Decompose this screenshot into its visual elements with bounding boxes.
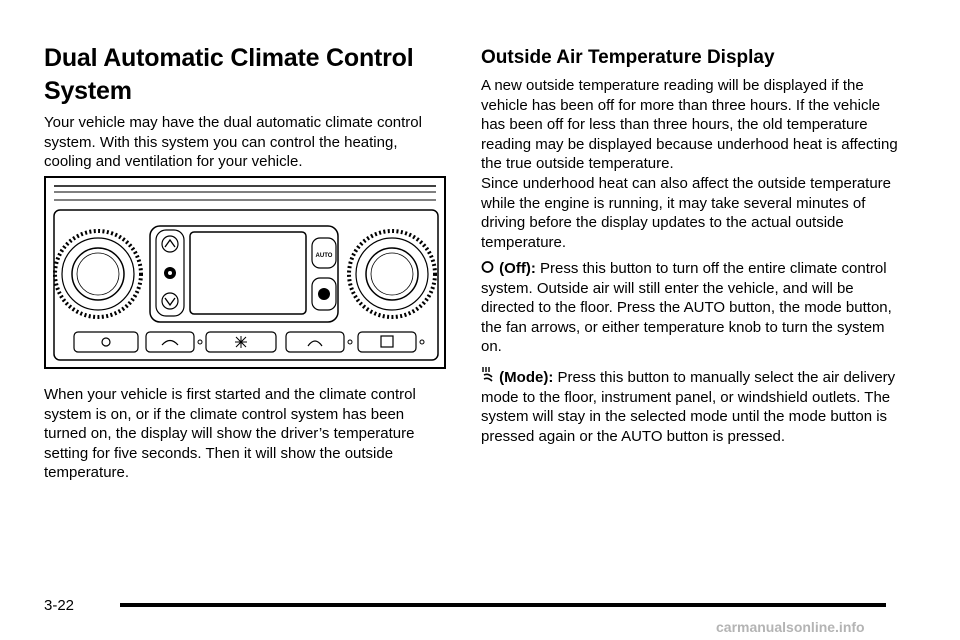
page-number: 3-22 xyxy=(44,597,75,614)
fan-up-button[interactable] xyxy=(162,236,178,252)
mode-label: (Mode): xyxy=(499,369,554,386)
section-title: Dual Automatic Climate Control System xyxy=(44,44,414,105)
defrost-button[interactable] xyxy=(286,332,352,352)
mode-description xyxy=(481,366,901,446)
recirculation-button[interactable] xyxy=(312,278,336,310)
rear-defog-button[interactable] xyxy=(358,332,424,352)
off-label: (Off): xyxy=(499,260,536,277)
subsection-heading: Outside Air Temperature Display xyxy=(481,47,775,68)
fan-down-button[interactable] xyxy=(162,293,178,309)
mode-text: Press this button to manually select the air delivery mode to the floor, instrument panel, or windshield outlets. The system will stay in the selected mode until the mode button is pressed again or the AUTO button is pressed. xyxy=(481,369,896,445)
outside-temp-paragraph-1: A new outside temperature reading will be displayed if the vehicle has been off for more than three hours. If the vehicle has been off for less than three hours, the old temperature reading may be displayed because underhood heat is affecting the true outside temperature. xyxy=(481,77,898,172)
off-description xyxy=(481,259,901,357)
mode-button[interactable] xyxy=(146,332,202,352)
power-off-icon xyxy=(481,259,495,279)
temperature-display xyxy=(190,232,306,314)
off-text: Press this button to turn off the entire climate control system. Outside air will still enter the vehicle, and will be directed to the floor. Press the AUTO button, the mode button, the fan arrows, or either temperature knob to turn the system on. xyxy=(481,260,892,355)
auto-button[interactable] xyxy=(312,238,336,268)
footer-rule xyxy=(120,603,886,607)
auto-button-label: AUTO xyxy=(315,253,333,259)
airflow-mode-icon xyxy=(481,366,495,388)
ac-button[interactable] xyxy=(206,332,276,352)
outside-temp-paragraph-2: Since underhood heat can also affect the outside temperature while the engine is running, it may take several minutes of driving before the display updates to the actual outside temperature. xyxy=(481,175,892,251)
off-button[interactable] xyxy=(74,332,138,352)
climate-control-illustration xyxy=(44,176,446,369)
watermark: carmanualsonline.info xyxy=(716,619,865,635)
startup-paragraph: When your vehicle is first started and the climate control system is on, or if the climate control system has been turned on, the display will show the driver’s temperature setting for five seconds. Then it will show the outside temperature. xyxy=(44,386,416,481)
fan-icon xyxy=(164,267,176,279)
intro-paragraph: Your vehicle may have the dual automatic climate control system. With this system you can control the heating, cooling and ventilation for your vehicle. xyxy=(44,114,422,170)
